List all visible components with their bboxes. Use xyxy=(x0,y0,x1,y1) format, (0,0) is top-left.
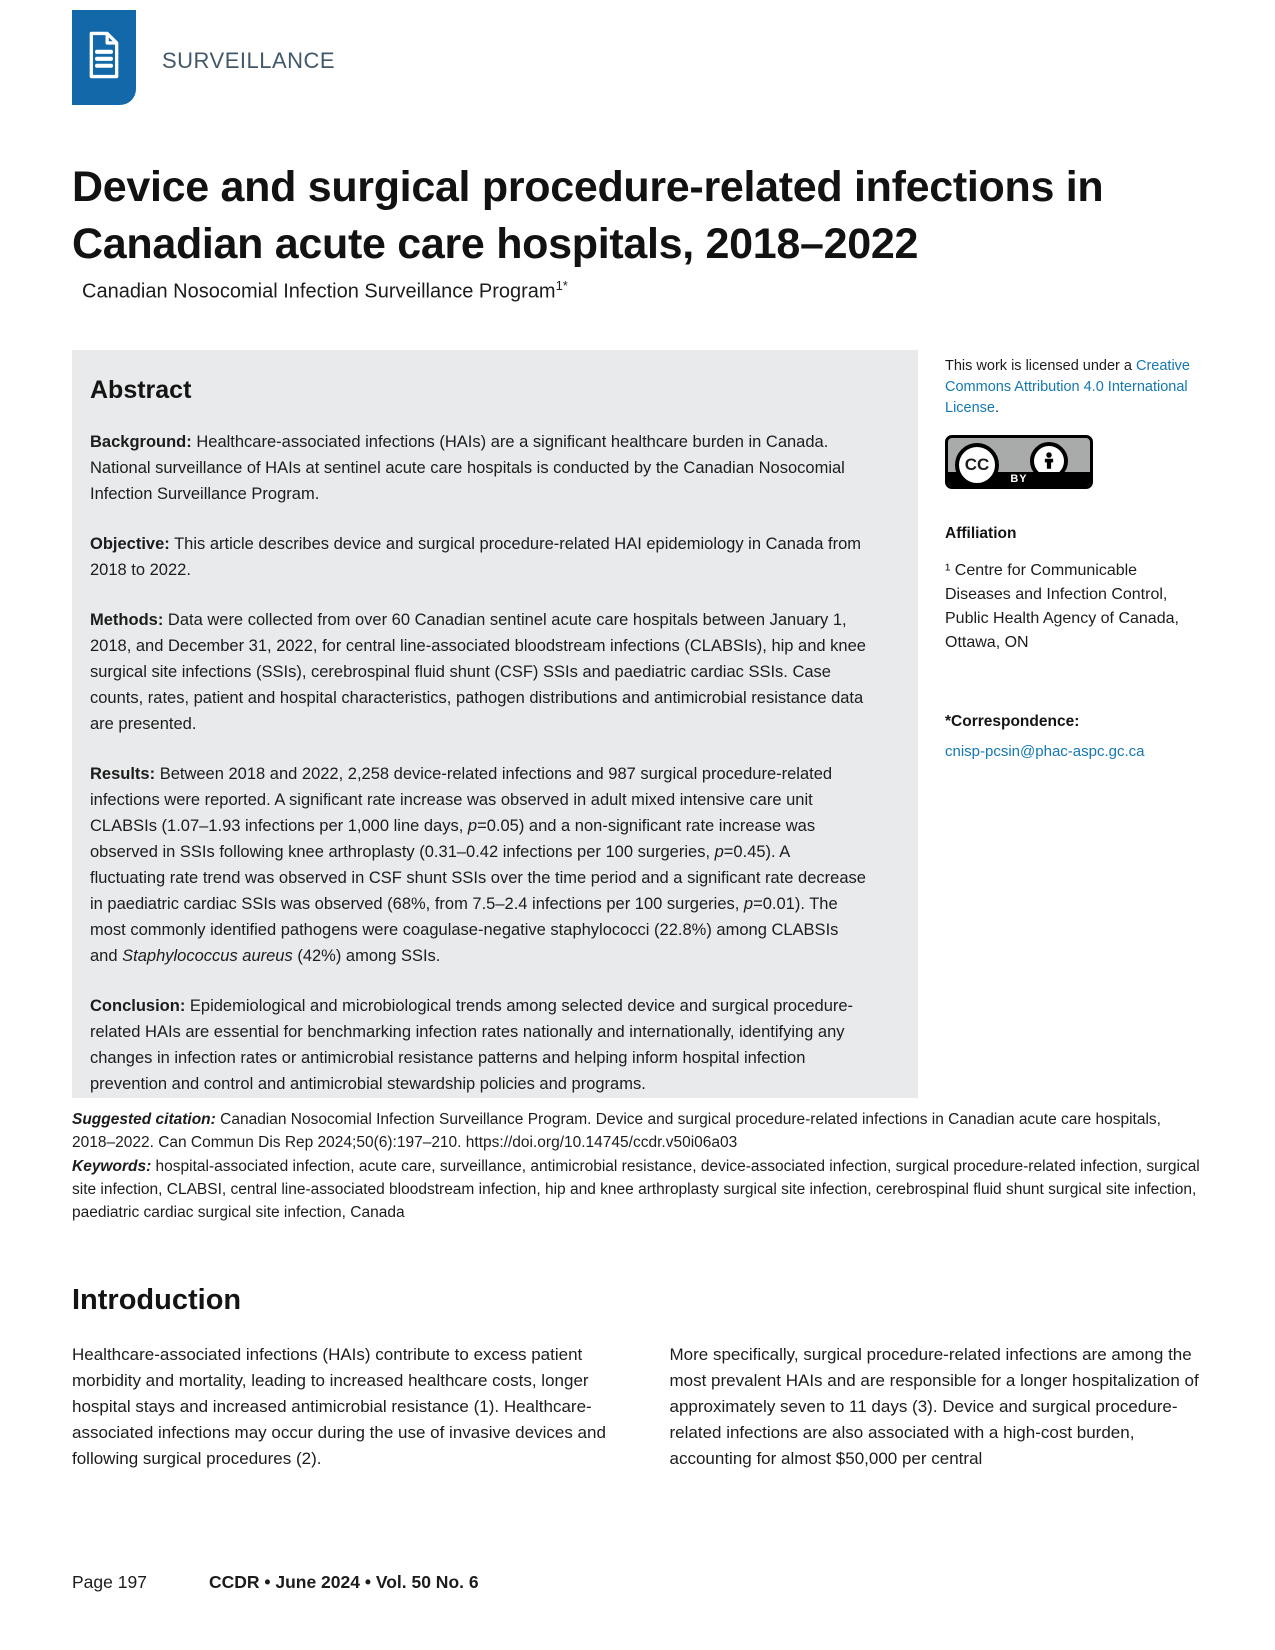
abstract-results-paragraph: Results: Between 2018 and 2022, 2,258 device-related infections and 987 surgical procedure-related infections were reported. A significant rate increase was observed in adult mixed intensive care unit CLABSIs (1.07–1.93 infections per 1,000 line days, p=0.05) and a non-significant rate increase was observed in SSIs following knee arthroplasty (0.31–0.42 infections per 100 surgeries, p=0.45). A fluctuating rate trend was observed in CSF shunt SSIs over the time period and a significant rate decrease in paediatric cardiac SSIs was observed (68%, from 7.5–2.4 infections per 100 surgeries, p=0.01). The most commonly identified pathogens were coagulase-negative staphylococci (22.8%) among CLABSIs and Staphylococcus aureus (42%) among SSIs. xyxy=(90,765,866,965)
abstract-background-paragraph: Background: Healthcare-associated infections (HAIs) are a significant healthcare burden in Canada. National surveillance of HAIs at sentinel acute care hospitals is conducted by the Canadian Nosocomial Infection Surveillance Program. xyxy=(90,433,845,503)
correspondence-heading: *Correspondence: xyxy=(945,713,1080,731)
cc-icon: CC xyxy=(955,443,999,487)
abstract-methods-paragraph: Methods: Data were collected from over 60 Canadian sentinel acute care hospitals between January 1, 2018, and December 31, 2022, for central line-associated bloodstream infections (CLABSIs), hip and knee surgical site infections (SSIs), cerebrospinal fluid shunt (CSF) SSIs and paediatric cardiac SSIs. Case counts, rates, patient and hospital characteristics, pathogen distributions and antimicrobial resistance data are presented. xyxy=(90,611,866,733)
article-type-kicker: SURVEILLANCE xyxy=(162,48,336,73)
article-title: Device and surgical procedure-related infections in Canadian acute care hospitals, 2018–2022 xyxy=(72,162,1104,268)
introduction-right-column: More specifically, surgical procedure-related infections are among the most prevalent HAIs and are responsible for a longer hospitalization of approximately seven to 11 days (3). Device and surgical procedure-related infections are also associated with a high-cost burden, accounting for almost $50,000 per central xyxy=(669,1345,1199,1468)
sidebar xyxy=(945,356,1207,761)
journal-issue-line: CCDR • June 2024 • Vol. 50 No. 6 xyxy=(208,1572,479,1592)
citation-block xyxy=(72,1108,1204,1224)
document-icon xyxy=(83,29,125,86)
keywords: Keywords: hospital-associated infection, acute care, surveillance, antimicrobial resistance, device-associated infection, surgical procedure-related infection, surgical site infection, CLABSI, central line-associated bloodstream infection, hip and knee arthroplasty surgical site infection, cerebrospinal fluid shunt surgical site infection, paediatric cardiac surgical site infection, Canada xyxy=(72,1157,1200,1221)
page-number: Page 197 xyxy=(72,1572,147,1592)
author-byline: Canadian Nosocomial Infection Surveillance Program$^{1*}$ xyxy=(82,278,568,303)
license-statement[interactable]: This work is licensed under a Creative Commons Attribution 4.0 International License. xyxy=(945,358,1190,417)
surveillance-logo xyxy=(72,10,136,105)
abstract-heading: Abstract xyxy=(90,376,192,404)
affiliation-heading: Affiliation xyxy=(945,525,1017,543)
page-header xyxy=(72,10,335,105)
introduction-heading: Introduction xyxy=(72,1284,242,1316)
cc-by-label: BY xyxy=(948,472,1090,486)
correspondence-email-link[interactable]: cnisp-pcsin@phac-aspc.gc.ca xyxy=(945,743,1145,761)
abstract-conclusion-paragraph: Conclusion: Epidemiological and microbiological trends among selected device and surgical procedure-related HAIs are essential for benchmarking infection rates nationally and internationally, identifying any changes in infection rates or antimicrobial resistance patterns and helping inform hospital infection prevention and control and antimicrobial stewardship policies and programs. xyxy=(90,997,854,1093)
affiliation-text: ¹ Centre for Communicable Diseases and Infection Control, Public Health Agency of Canada, Ottawa, ON xyxy=(945,562,1179,652)
suggested-citation: Suggested citation: Canadian Nosocomial Infection Surveillance Program. Device and surgical procedure-related infections in Canadian acute care hospitals, 2018–2022. Can Commun Dis Rep 2024;50(6):197–210. https://doi.org/10.14745/ccdr.v50i06a03 xyxy=(72,1111,1161,1152)
introduction-columns xyxy=(72,1342,1205,1472)
page-footer xyxy=(72,1572,479,1593)
abstract-objective-paragraph: Objective: This article describes device and surgical procedure-related HAI epidemiology in Canada from 2018 to 2022. xyxy=(90,535,861,579)
cc-by-license-badge[interactable] xyxy=(945,435,1093,489)
introduction-left-column: Healthcare-associated infections (HAIs) contribute to excess patient morbidity and mortality, leading to increased healthcare costs, longer hospital stays and increased antimicrobial resistance (1). Healthcare-associated infections may occur during the use of invasive devices and following surgical procedures (2). xyxy=(72,1345,606,1468)
abstract-section xyxy=(72,350,918,1098)
